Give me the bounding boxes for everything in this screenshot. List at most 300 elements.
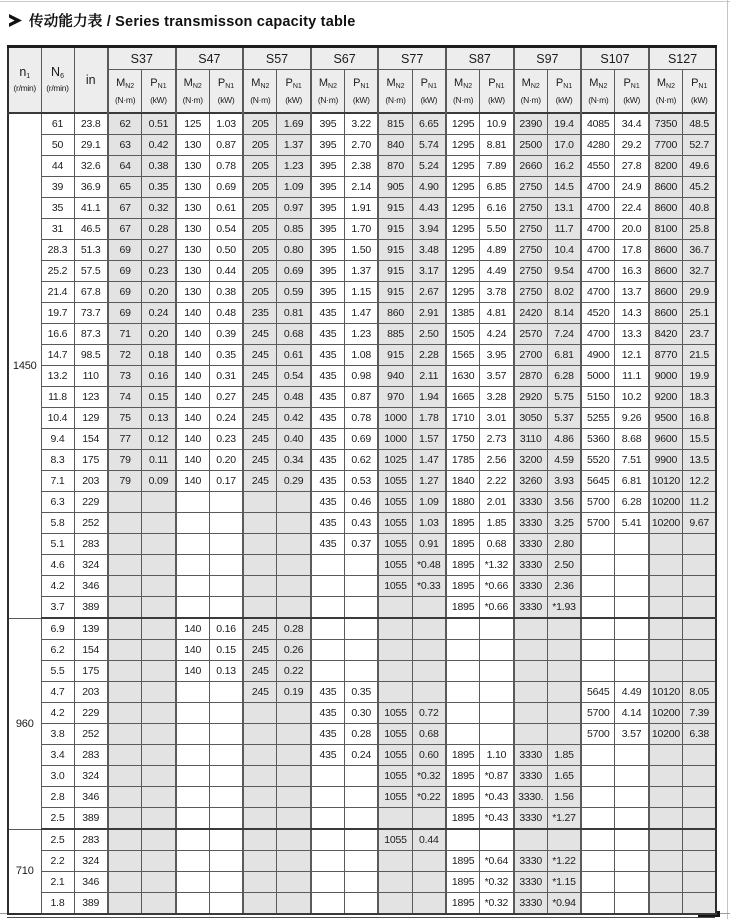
cell-s97-torque: 2920 — [514, 387, 548, 408]
cell-s67-power: 0.87 — [345, 387, 379, 408]
cell-output-speed: 2.5 — [41, 829, 74, 851]
series-header-s77: S77 — [378, 47, 446, 70]
cell-s37-torque — [108, 513, 142, 534]
cell-s107-power — [615, 576, 649, 597]
cell-s57-power: 0.80 — [277, 240, 311, 261]
cell-s57-power: 0.97 — [277, 198, 311, 219]
cell-s87-torque: 1710 — [446, 408, 480, 429]
cell-s87-power: *0.66 — [480, 597, 514, 619]
cell-ratio: 283 — [74, 829, 108, 851]
cell-s127-torque — [649, 851, 683, 872]
group-label-n1: 960 — [8, 618, 41, 829]
cell-s67-power: 0.43 — [345, 513, 379, 534]
cell-s127-torque: 8420 — [649, 324, 683, 345]
cell-s77-torque — [378, 597, 412, 619]
cell-s97-torque: 2570 — [514, 324, 548, 345]
cell-s57-torque: 205 — [243, 282, 277, 303]
cell-s57-torque: 245 — [243, 471, 277, 492]
cell-s67-power: 0.30 — [345, 703, 379, 724]
cell-s77-torque: 1055 — [378, 787, 412, 808]
cell-s87-power — [480, 829, 514, 851]
cell-s97-torque: 3330 — [514, 766, 548, 787]
table-row — [8, 745, 716, 766]
cell-s37-torque: 64 — [108, 156, 142, 177]
cell-s97-power: 1.56 — [547, 787, 581, 808]
cell-s57-power: 0.28 — [277, 618, 311, 640]
torque-header-s67: $M_{N2}$ (N·m) — [311, 70, 345, 114]
cell-s127-power: 29.9 — [683, 282, 717, 303]
cell-s87-power: 2.56 — [480, 450, 514, 471]
cell-s37-torque: 67 — [108, 219, 142, 240]
cell-s97-power: 2.50 — [547, 555, 581, 576]
cell-s47-torque: 130 — [176, 135, 210, 156]
cell-s87-torque — [446, 724, 480, 745]
cell-s37-torque: 74 — [108, 387, 142, 408]
cell-s77-power: 1.27 — [412, 471, 446, 492]
cell-s77-torque — [378, 640, 412, 661]
cell-s107-power: 8.68 — [615, 429, 649, 450]
cell-s127-torque — [649, 661, 683, 682]
arrow-bullet-icon — [8, 13, 23, 28]
cell-s107-torque: 4085 — [581, 113, 615, 135]
cell-s87-torque: 1895 — [446, 893, 480, 915]
cell-s37-torque: 67 — [108, 198, 142, 219]
cell-s87-torque: 1565 — [446, 345, 480, 366]
cell-s47-power: 0.31 — [209, 366, 243, 387]
cell-s67-torque — [311, 576, 345, 597]
cell-s97-power: 1.65 — [547, 766, 581, 787]
series-header-s107: S107 — [581, 47, 649, 70]
cell-s77-torque: 840 — [378, 135, 412, 156]
cell-s67-power: 1.37 — [345, 261, 379, 282]
cell-ratio: 324 — [74, 766, 108, 787]
cell-s87-torque — [446, 829, 480, 851]
cell-s107-torque: 5645 — [581, 682, 615, 703]
cell-s67-power: 3.22 — [345, 113, 379, 135]
cell-s87-torque: 1840 — [446, 471, 480, 492]
cell-s47-torque: 130 — [176, 219, 210, 240]
cell-s57-power: 0.40 — [277, 429, 311, 450]
cell-output-speed: 2.5 — [41, 808, 74, 830]
cell-ratio: 252 — [74, 513, 108, 534]
cell-s87-torque: 1295 — [446, 198, 480, 219]
cell-s87-power: 5.50 — [480, 219, 514, 240]
cell-s77-torque: 915 — [378, 198, 412, 219]
cell-s127-torque — [649, 872, 683, 893]
cell-s57-power: 0.81 — [277, 303, 311, 324]
cell-s67-power: 2.14 — [345, 177, 379, 198]
cell-output-speed: 9.4 — [41, 429, 74, 450]
cell-s107-torque: 4520 — [581, 303, 615, 324]
cell-s97-torque: 3330 — [514, 492, 548, 513]
table-row — [8, 156, 716, 177]
cell-s57-power: 1.37 — [277, 135, 311, 156]
cell-s37-power: 0.15 — [142, 387, 176, 408]
cell-s37-torque — [108, 808, 142, 830]
cell-s107-power: 3.57 — [615, 724, 649, 745]
cell-s47-power — [209, 597, 243, 619]
cell-output-speed: 4.2 — [41, 703, 74, 724]
series-header-s57: S57 — [243, 47, 311, 70]
cell-s77-torque — [378, 872, 412, 893]
cell-s37-power: 0.42 — [142, 135, 176, 156]
cell-s77-power: 3.48 — [412, 240, 446, 261]
cell-s57-power — [277, 513, 311, 534]
cell-s77-power: 1.78 — [412, 408, 446, 429]
cell-s77-torque — [378, 618, 412, 640]
table-row — [8, 177, 716, 198]
cell-s97-torque — [514, 724, 548, 745]
cell-s97-power: 8.02 — [547, 282, 581, 303]
cell-s47-power: 0.16 — [209, 618, 243, 640]
cell-s107-torque: 5700 — [581, 724, 615, 745]
cell-s127-power: 49.6 — [683, 156, 717, 177]
cell-s97-power: 5.75 — [547, 387, 581, 408]
cell-s127-power: 25.8 — [683, 219, 717, 240]
cell-s67-torque: 395 — [311, 219, 345, 240]
cell-s77-torque: 1055 — [378, 471, 412, 492]
cell-s87-torque: 1295 — [446, 113, 480, 135]
col-header-output-speed: $N_6$ (r/min) — [41, 47, 74, 114]
cell-ratio: 203 — [74, 471, 108, 492]
cell-s57-power: 0.54 — [277, 366, 311, 387]
table-row — [8, 429, 716, 450]
cell-s107-torque: 4700 — [581, 219, 615, 240]
cell-s127-power: 16.8 — [683, 408, 717, 429]
cell-s57-power — [277, 555, 311, 576]
cell-s57-power — [277, 872, 311, 893]
cell-s107-torque: 5700 — [581, 492, 615, 513]
header-sub-row — [8, 70, 716, 114]
cell-s77-torque: 860 — [378, 303, 412, 324]
cell-s107-power: 22.4 — [615, 198, 649, 219]
cell-s67-torque: 435 — [311, 450, 345, 471]
cell-s127-power: 25.1 — [683, 303, 717, 324]
cell-s87-power: 4.24 — [480, 324, 514, 345]
power-header-s87: $P_{N1}$ (kW) — [480, 70, 514, 114]
cell-s57-torque — [243, 893, 277, 915]
cell-s127-torque — [649, 576, 683, 597]
cell-s77-power: 2.11 — [412, 366, 446, 387]
cell-s77-torque: 905 — [378, 177, 412, 198]
cell-s37-torque — [108, 618, 142, 640]
col-header-ratio: in — [74, 47, 108, 114]
cell-s47-power — [209, 682, 243, 703]
cell-ratio: 67.8 — [74, 282, 108, 303]
cell-s87-torque: 1385 — [446, 303, 480, 324]
table-row — [8, 450, 716, 471]
cell-s37-torque — [108, 872, 142, 893]
cell-s127-power: 8.05 — [683, 682, 717, 703]
cell-s57-power: 0.42 — [277, 408, 311, 429]
cell-s57-torque: 235 — [243, 303, 277, 324]
cell-s67-torque: 395 — [311, 177, 345, 198]
cell-s127-torque: 10200 — [649, 492, 683, 513]
cell-s127-power: 18.3 — [683, 387, 717, 408]
table-row — [8, 345, 716, 366]
torque-header-s57: $M_{N2}$ (N·m) — [243, 70, 277, 114]
cell-s47-power — [209, 808, 243, 830]
cell-s57-torque: 245 — [243, 682, 277, 703]
cell-s47-power — [209, 513, 243, 534]
cell-ratio: 57.5 — [74, 261, 108, 282]
cell-s77-power: *0.33 — [412, 576, 446, 597]
cell-s57-power: 1.69 — [277, 113, 311, 135]
cell-s77-power: 1.94 — [412, 387, 446, 408]
cell-s87-power — [480, 724, 514, 745]
cell-s107-torque: 4900 — [581, 345, 615, 366]
cell-s47-power — [209, 745, 243, 766]
cell-s37-power — [142, 745, 176, 766]
cell-s127-torque — [649, 893, 683, 915]
cell-s107-torque: 4550 — [581, 156, 615, 177]
cell-s47-power — [209, 703, 243, 724]
table-row — [8, 872, 716, 893]
cell-s127-torque — [649, 787, 683, 808]
cell-s97-torque: 3330 — [514, 872, 548, 893]
cell-s97-power: 7.24 — [547, 324, 581, 345]
cell-s107-power — [615, 766, 649, 787]
cell-s127-torque: 9500 — [649, 408, 683, 429]
cell-s47-torque — [176, 829, 210, 851]
cell-s47-torque: 140 — [176, 324, 210, 345]
cell-s37-torque — [108, 576, 142, 597]
cell-s127-power — [683, 618, 717, 640]
cell-s127-torque: 9600 — [649, 429, 683, 450]
cell-s37-torque — [108, 829, 142, 851]
cell-s37-torque — [108, 766, 142, 787]
cell-s97-torque: 2660 — [514, 156, 548, 177]
cell-s47-power: 0.27 — [209, 387, 243, 408]
cell-s37-power — [142, 682, 176, 703]
cell-output-speed: 14.7 — [41, 345, 74, 366]
cell-output-speed: 4.2 — [41, 576, 74, 597]
cell-s107-power: 34.4 — [615, 113, 649, 135]
cell-s97-power: *1.27 — [547, 808, 581, 830]
torque-header-s37: $M_{N2}$ (N·m) — [108, 70, 142, 114]
cell-s37-power — [142, 640, 176, 661]
cell-s107-power — [615, 787, 649, 808]
cell-s107-power: 13.7 — [615, 282, 649, 303]
page-right-rule — [727, 0, 728, 919]
cell-s97-torque — [514, 618, 548, 640]
table-row — [8, 661, 716, 682]
cell-s77-power — [412, 851, 446, 872]
cell-s127-power: 13.5 — [683, 450, 717, 471]
cell-s57-torque: 245 — [243, 345, 277, 366]
cell-s87-torque: 1895 — [446, 787, 480, 808]
cell-s47-power: 0.24 — [209, 408, 243, 429]
cell-s67-torque: 435 — [311, 366, 345, 387]
table-row — [8, 703, 716, 724]
cell-s67-torque: 395 — [311, 282, 345, 303]
cell-s87-torque: 1895 — [446, 597, 480, 619]
cell-s87-power: *1.32 — [480, 555, 514, 576]
cell-s107-power — [615, 640, 649, 661]
cell-output-speed: 13.2 — [41, 366, 74, 387]
cell-s47-torque — [176, 492, 210, 513]
cell-s37-torque: 77 — [108, 429, 142, 450]
cell-s107-power: 20.0 — [615, 219, 649, 240]
cell-s77-power: 0.91 — [412, 534, 446, 555]
cell-s47-torque — [176, 724, 210, 745]
cell-s87-torque: 1895 — [446, 513, 480, 534]
cell-s97-power: 4.59 — [547, 450, 581, 471]
cell-s57-torque: 205 — [243, 240, 277, 261]
table-row — [8, 387, 716, 408]
cell-s107-power: 11.1 — [615, 366, 649, 387]
cell-s57-power: 0.85 — [277, 219, 311, 240]
cell-s57-power: 0.59 — [277, 282, 311, 303]
cell-s127-torque: 10200 — [649, 724, 683, 745]
cell-s57-power: 0.29 — [277, 471, 311, 492]
cell-s97-torque — [514, 661, 548, 682]
cell-output-speed: 6.2 — [41, 640, 74, 661]
cell-s97-power — [547, 829, 581, 851]
cell-s47-power: 0.39 — [209, 324, 243, 345]
cell-s77-torque: 915 — [378, 240, 412, 261]
cell-s37-power — [142, 534, 176, 555]
cell-s67-torque: 435 — [311, 408, 345, 429]
cell-s87-power: *0.43 — [480, 787, 514, 808]
cell-s37-torque: 79 — [108, 450, 142, 471]
series-header-s87: S87 — [446, 47, 514, 70]
cell-s77-power: 5.24 — [412, 156, 446, 177]
cell-s47-power: 0.48 — [209, 303, 243, 324]
cell-s127-torque: 8600 — [649, 177, 683, 198]
cell-ratio: 154 — [74, 640, 108, 661]
cell-s67-power: 1.50 — [345, 240, 379, 261]
cell-s77-power: 0.60 — [412, 745, 446, 766]
cell-s107-power — [615, 661, 649, 682]
cell-s107-torque — [581, 851, 615, 872]
cell-s97-torque: 2750 — [514, 282, 548, 303]
cell-s127-power — [683, 808, 717, 830]
cell-s127-power: 48.5 — [683, 113, 717, 135]
cell-s67-torque: 435 — [311, 429, 345, 450]
cell-s107-power: 16.3 — [615, 261, 649, 282]
cell-s87-torque: 1295 — [446, 261, 480, 282]
cell-s107-torque — [581, 745, 615, 766]
cell-s87-power: 2.01 — [480, 492, 514, 513]
cell-s97-power: 6.28 — [547, 366, 581, 387]
cell-s77-torque: 940 — [378, 366, 412, 387]
cell-s77-torque: 1055 — [378, 555, 412, 576]
cell-s87-torque: 1895 — [446, 766, 480, 787]
cell-s127-power: 9.67 — [683, 513, 717, 534]
cell-s47-torque — [176, 808, 210, 830]
cell-s37-power: 0.20 — [142, 282, 176, 303]
cell-s87-power: 0.68 — [480, 534, 514, 555]
cell-s37-power — [142, 893, 176, 915]
cell-s107-power: 6.28 — [615, 492, 649, 513]
cell-s47-power — [209, 893, 243, 915]
cell-output-speed: 6.9 — [41, 618, 74, 640]
cell-s77-power: 2.91 — [412, 303, 446, 324]
cell-s107-power — [615, 618, 649, 640]
cell-s127-torque: 8600 — [649, 282, 683, 303]
cell-s57-torque — [243, 724, 277, 745]
cell-s127-torque: 10120 — [649, 682, 683, 703]
cell-s107-power — [615, 555, 649, 576]
cell-s87-torque: 1295 — [446, 135, 480, 156]
cell-s97-torque: 2750 — [514, 177, 548, 198]
cell-s107-power — [615, 597, 649, 619]
cell-s47-power: 0.15 — [209, 640, 243, 661]
cell-s87-power: 6.85 — [480, 177, 514, 198]
cell-s67-power — [345, 618, 379, 640]
cell-s87-power: 4.89 — [480, 240, 514, 261]
cell-output-speed: 5.5 — [41, 661, 74, 682]
cell-s107-torque: 5000 — [581, 366, 615, 387]
cell-s97-torque — [514, 829, 548, 851]
cell-s47-torque: 140 — [176, 618, 210, 640]
cell-s97-torque: 2750 — [514, 261, 548, 282]
cell-s127-power: 6.38 — [683, 724, 717, 745]
cell-s127-torque: 10200 — [649, 703, 683, 724]
torque-header-s97: $M_{N2}$ (N·m) — [514, 70, 548, 114]
cell-s37-power — [142, 576, 176, 597]
cell-s87-torque: 1295 — [446, 156, 480, 177]
cell-s87-torque: 1895 — [446, 534, 480, 555]
cell-s47-power — [209, 724, 243, 745]
cell-s47-torque: 140 — [176, 661, 210, 682]
cell-s97-torque: 2750 — [514, 240, 548, 261]
cell-s107-torque: 5520 — [581, 450, 615, 471]
cell-s127-power: 32.7 — [683, 261, 717, 282]
torque-header-s47: $M_{N2}$ (N·m) — [176, 70, 210, 114]
cell-s77-power: 4.90 — [412, 177, 446, 198]
torque-header-s77: $M_{N2}$ (N·m) — [378, 70, 412, 114]
cell-s107-torque — [581, 661, 615, 682]
cell-s77-torque: 870 — [378, 156, 412, 177]
cell-s57-torque: 205 — [243, 135, 277, 156]
power-header-s67: $P_{N1}$ (kW) — [345, 70, 379, 114]
cell-s57-power: 1.09 — [277, 177, 311, 198]
cell-s37-power: 0.16 — [142, 366, 176, 387]
cell-s87-torque: 1295 — [446, 240, 480, 261]
cell-s107-power — [615, 851, 649, 872]
cell-s77-power: 0.44 — [412, 829, 446, 851]
cell-s37-power: 0.11 — [142, 450, 176, 471]
cell-ratio: 346 — [74, 576, 108, 597]
table-row — [8, 829, 716, 851]
cell-s97-torque — [514, 703, 548, 724]
cell-s87-power: 2.73 — [480, 429, 514, 450]
cell-s57-torque: 245 — [243, 661, 277, 682]
cell-ratio: 129 — [74, 408, 108, 429]
power-header-s47: $P_{N1}$ (kW) — [209, 70, 243, 114]
cell-s107-power — [615, 829, 649, 851]
cell-output-speed: 21.4 — [41, 282, 74, 303]
cell-s37-power: 0.32 — [142, 198, 176, 219]
cell-s127-torque — [649, 766, 683, 787]
cell-s107-power: 9.26 — [615, 408, 649, 429]
torque-header-s127: $M_{N2}$ (N·m) — [649, 70, 683, 114]
cell-s127-power: 11.2 — [683, 492, 717, 513]
cell-s77-power: 2.28 — [412, 345, 446, 366]
cell-s37-power: 0.13 — [142, 408, 176, 429]
cell-s57-torque — [243, 555, 277, 576]
cell-s57-torque — [243, 597, 277, 619]
cell-s67-torque — [311, 787, 345, 808]
table-row — [8, 261, 716, 282]
cell-s127-power: 36.7 — [683, 240, 717, 261]
torque-header-s87: $M_{N2}$ (N·m) — [446, 70, 480, 114]
cell-s67-power: 1.15 — [345, 282, 379, 303]
cell-s87-torque: 1295 — [446, 219, 480, 240]
cell-s127-torque — [649, 597, 683, 619]
